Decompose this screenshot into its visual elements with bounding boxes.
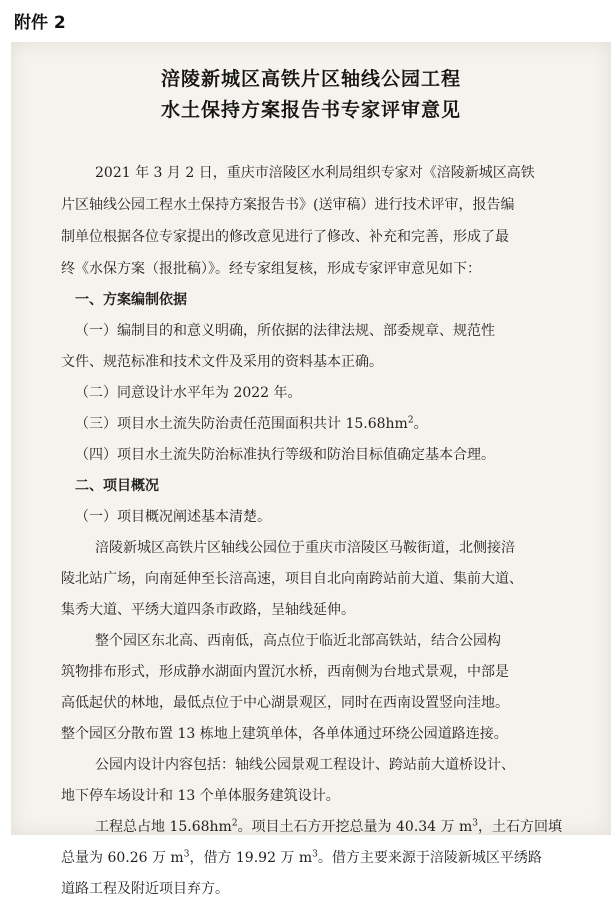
s2-para1-line-3: 集秀大道、平绣大道四条市政路，呈轴线延伸。: [61, 602, 355, 618]
s2-para2-line-3: 高低起伏的林地，最低点位于中心湖景观区，同时在西南设置竖向洼地。: [61, 695, 509, 711]
attachment-label: 附件 2: [14, 13, 66, 33]
intro-line-1: 2021 年 3 月 2 日，重庆市涪陵区水利局组织专家对《涪陵新城区高铁: [95, 165, 535, 181]
intro-line-2: 片区轴线公园工程水土保持方案报告书》(送审稿）进行技术评审，报告编: [61, 197, 515, 213]
s2-para2-line-2: 筑物排布形式，形成静水湖面内置沉水桥，西南侧为台地式景观，中部是: [61, 664, 509, 680]
s2-para4-line-1: 工程总占地 $15.68hm^2$。项目土石方开挖总量为 40.34 万 $m^3$，土石方回填: [95, 818, 563, 835]
s2-para2-line-1: 整个园区东北高、西南低，高点位于临近北部高铁站，结合公园构: [95, 633, 501, 649]
s2-para4-line-2: 总量为 60.26 万 $m^3$，借方 19.92 万 $m^3$。借方主要来源于涪陵新城区平绣路: [61, 849, 542, 866]
s2-para4-line-3: 道路工程及附近项目弃方。: [61, 881, 229, 897]
intro-line-4: 终《水保方案（报批稿）》。经专家组复核，形成专家评审意见如下：: [61, 261, 481, 277]
s1-item3: （三）项目水土流失防治责任范围面积共计 $15.68hm^2$。: [75, 415, 428, 432]
s2-para3-line-1: 公园内设计内容包括：轴线公园景观工程设计、跨站前大道桥设计、: [95, 757, 515, 773]
title-line-1: 涪陵新城区高铁片区轴线公园工程: [160, 68, 461, 90]
s2-item1: （一）项目概况阐述基本清楚。: [75, 509, 271, 525]
intro-line-3: 制单位根据各位专家提出的修改意见进行了修改、补充和完善，形成了最: [61, 229, 509, 245]
title-line-2: 水土保持方案报告书专家评审意见: [160, 99, 461, 121]
document-page: [11, 42, 611, 897]
s2-para2-line-4: 整个园区分散布置 13 栋地上建筑单体，各单体通过环绕公园道路连接。: [61, 726, 508, 742]
s1-item1-line-1: （一）编制目的和意义明确，所依据的法律法规、部委规章、规范性: [75, 323, 495, 339]
s1-item1-line-2: 文件、规范标准和技术文件及采用的资料基本正确。: [61, 354, 383, 370]
s2-para3-line-2: 地下停车场设计和 13 个单体服务建筑设计。: [61, 788, 340, 804]
s1-item4: （四）项目水土流失防治标准执行等级和防治目标值确定基本合理。: [75, 447, 495, 463]
s2-para1-line-1: 涪陵新城区高铁片区轴线公园位于重庆市涪陵区马鞍街道，北侧接涪: [95, 540, 515, 556]
section-1-heading: 一、方案编制依据: [75, 292, 187, 308]
s1-item2: （二）同意设计水平年为 2022 年。: [75, 385, 302, 401]
section-2-heading: 二、项目概况: [75, 478, 159, 494]
s2-para1-line-2: 陵北站广场，向南延伸至长涪高速，项目自北向南跨站前大道、集前大道、: [61, 571, 523, 587]
